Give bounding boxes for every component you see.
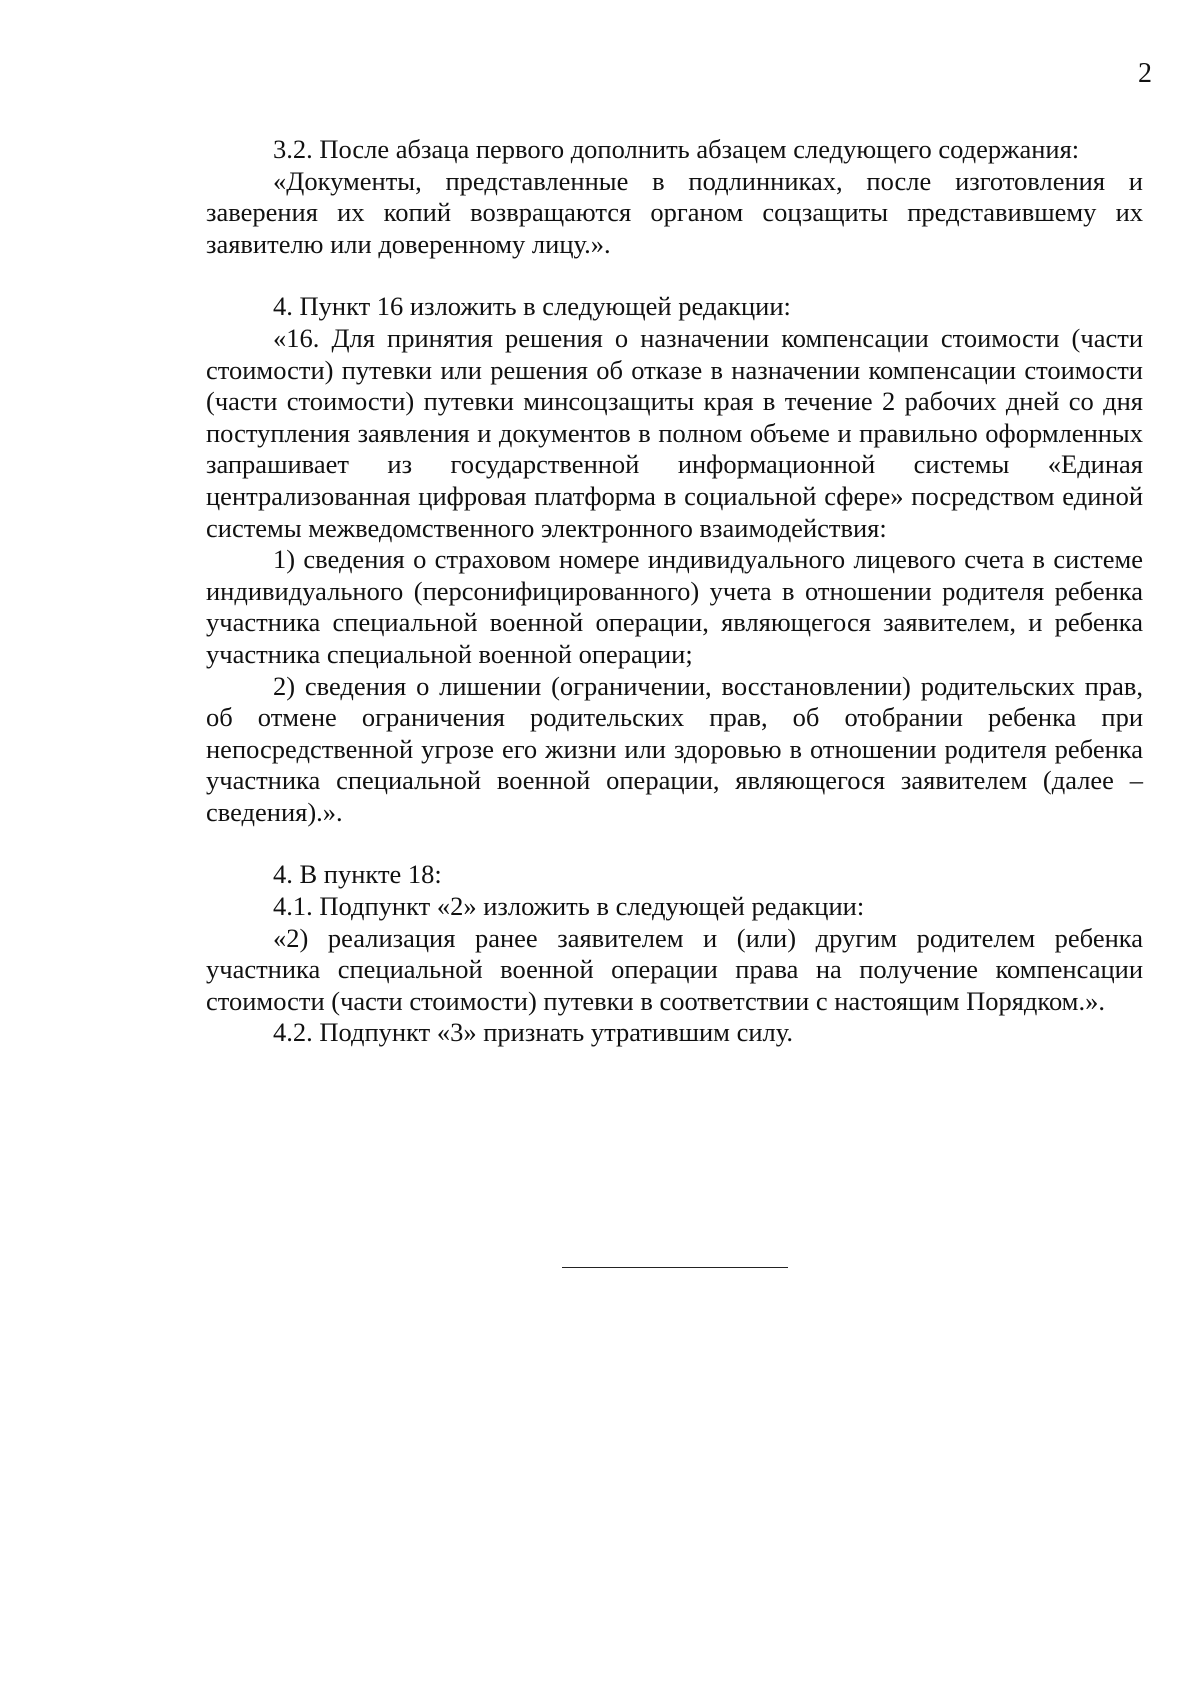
paragraph-16-item-2: 2) сведения о лишении (ограничении, восстановлении) родительских прав, об отмене ограничения родительских прав, об отобрании ребенка при непосредственной угрозе его жизни или здоровью в отношении родителя ребенка участника специальной военной операции, являющегося заявителем (далее – сведения).». — [206, 670, 1143, 827]
end-separator-line — [562, 1267, 788, 1268]
document-body — [206, 134, 1143, 1049]
paragraph-4-2: 4.2. Подпункт «3» признать утратившим силу. — [273, 1017, 793, 1048]
page-number: 2 — [1138, 58, 1152, 89]
paragraph-16-text: «16. Для принятия решения о назначении компенсации стоимости (части стоимости) путевки или решения об отказе в назначении компенсации стоимости (части стоимости) путевки минсоцзащиты края в течение 2 рабочих дней со дня поступления заявления и документов в полном объеме и правильно оформленных запрашивает из государственной информационной системы «Единая централизованная цифровая платформа в социальной сфере» посредством единой системы межведомственного электронного взаимодействия: — [206, 322, 1143, 543]
paragraph-4-point-18: 4. В пункте 18: — [273, 859, 442, 890]
paragraph-quote-documents: «Документы, представленные в подлинниках, после изготовления и заверения их копий возвращаются органом соцзащиты представившему их заявителю или доверенному лицу.». — [206, 165, 1143, 259]
paragraph-16-item-1: 1) сведения о страховом номере индивидуального лицевого счета в системе индивидуального (персонифицированного) учета в отношении родителя ребенка участника специальной военной операции, являющегося заявителем, и ребенка участника специальной военной операции; — [206, 544, 1143, 669]
paragraph-4-1: 4.1. Подпункт «2» изложить в следующей редакции: — [273, 891, 865, 922]
paragraph-3-2: 3.2. После абзаца первого дополнить абзацем следующего содержания: — [273, 134, 1080, 164]
paragraph-4-1-text: «2) реализация ранее заявителем и (или) другим родителем ребенка участника специальной военной операции права на получение компенсации стоимости (части стоимости) путевки в соответствии с настоящим Порядком.». — [206, 922, 1143, 1016]
paragraph-4-point-16: 4. Пункт 16 изложить в следующей редакции: — [273, 291, 791, 322]
